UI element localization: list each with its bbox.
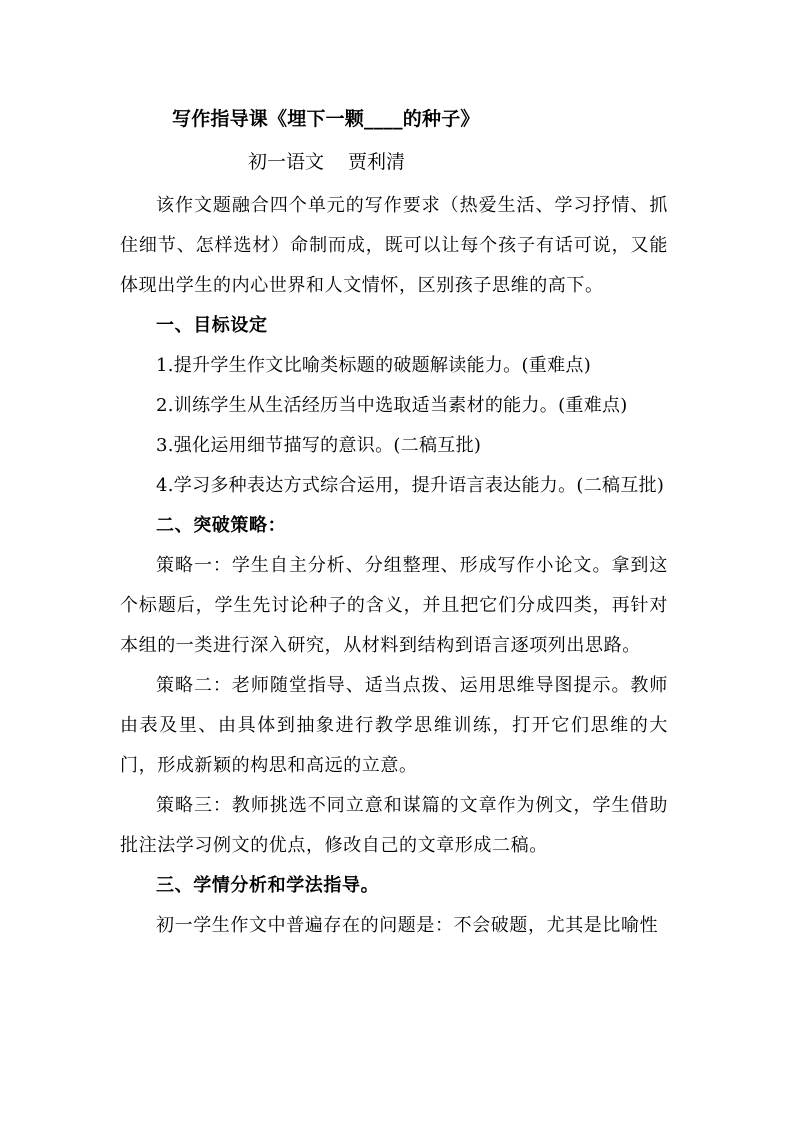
goal-item: 4.学习多种表达方式综合运用，提升语言表达能力。(二稿互批) [156, 475, 665, 496]
goal-item: 1.提升学生作文比喻类标题的破题解读能力。(重难点) [156, 355, 592, 376]
author-line [248, 147, 405, 174]
section-heading-strategies: 二、突破策略： [156, 515, 287, 536]
strategy-paragraph: 策略三：教师挑选不同立意和谋篇的文章作为例文，学生借助批注法学习例文的优点，修改自己的文章形成二稿。 [120, 795, 668, 856]
strategy-paragraph: 策略一：学生自主分析、分组整理、形成写作小论文。拿到这个标题后，学生先讨论种子的含义，并且把它们分成四类，再针对本组的一类进行深入研究，从材料到结构到语言逐项列出思路。 [120, 555, 668, 656]
intro-paragraph: 该作文题融合四个单元的写作要求（热爱生活、学习抒情、抓住细节、怎样选材）命制而成，既可以让每个孩子有话可说，又能体现出学生的内心世界和人文情怀，区别孩子思维的高下。 [120, 195, 668, 296]
analysis-paragraph: 初一学生作文中普遍存在的问题是：不会破题，尤其是比喻性 [156, 915, 659, 936]
section-heading-analysis: 三、学情分析和学法指导。 [156, 875, 380, 896]
section-heading-goals: 一、目标设定 [156, 315, 268, 336]
goal-item: 2.训练学生从生活经历当中选取适当素材的能力。(重难点) [156, 395, 628, 416]
grade-label: 初一语文 [248, 151, 325, 173]
document-body [120, 186, 668, 946]
author-name: 贾利清 [348, 151, 406, 173]
goal-item: 3.强化运用细节描写的意识。(二稿互批) [156, 435, 482, 456]
document-title: 写作指导课《埋下一颗____的种子》 [172, 108, 480, 130]
strategy-paragraph: 策略二：老师随堂指导、适当点拨、运用思维导图提示。教师由表及里、由具体到抽象进行教学思维训练，打开它们思维的大门，形成新颖的构思和高远的立意。 [120, 675, 668, 776]
